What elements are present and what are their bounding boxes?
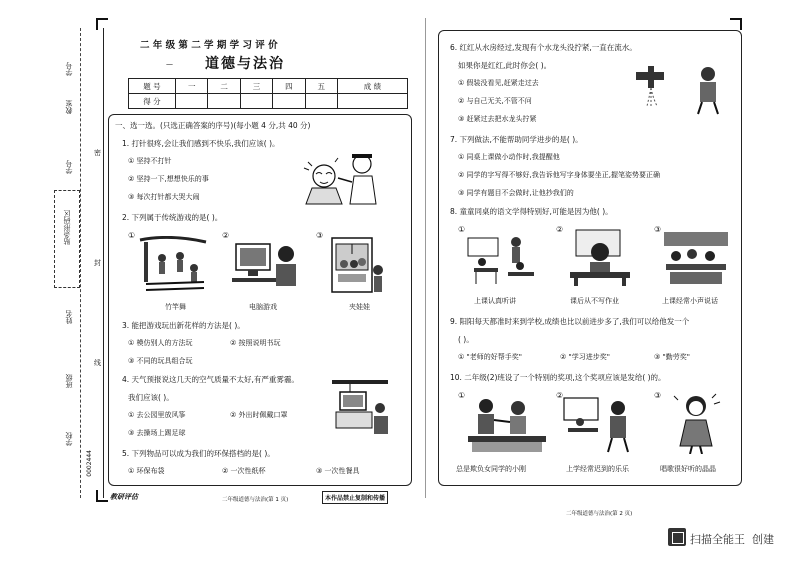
- binding-label-5: 班级: [65, 374, 73, 388]
- question-9: 9. 阳阳每天都准时来到学校,成绩也比以前进步多了,我们可以给他发一个: [450, 317, 690, 326]
- q4-option-3[interactable]: ③ 去操场上踢足球: [128, 429, 186, 437]
- q3-option-2[interactable]: ② 按照说明书玩: [230, 339, 281, 347]
- seal-char-2: 封: [94, 259, 101, 267]
- q4-option-1[interactable]: ① 去公园里放风筝: [128, 411, 186, 419]
- q1-option-3[interactable]: ③ 每次打针都大哭大闹: [128, 193, 200, 201]
- bamboo-dance-illustration: [138, 236, 208, 294]
- question-9-line2: ( )。: [458, 335, 474, 344]
- question-4-line2: 我们应该( )。: [128, 393, 174, 402]
- seal-char-1: 密: [94, 149, 101, 157]
- q10-caption-2: 上学经常迟到的乐乐: [566, 465, 629, 473]
- q10-caption-3: 唱歌很好听的晶晶: [660, 465, 716, 473]
- q2-option-num-1[interactable]: ①: [128, 231, 136, 240]
- question-7: 7. 下列做法,不能帮助同学进步的是( )。: [450, 135, 583, 144]
- q7-option-1[interactable]: ① 同桌上课做小动作时,我提醒他: [458, 153, 560, 161]
- q5-option-1[interactable]: ① 环保布袋: [128, 467, 165, 475]
- score-cell: [240, 94, 272, 109]
- q1-option-2[interactable]: ② 坚持一下,想想快乐的事: [128, 175, 209, 183]
- score-header-7: 成 绩: [337, 79, 407, 94]
- q3-option-1[interactable]: ① 模仿别人的方法玩: [128, 339, 193, 347]
- seal-char-3: 线: [94, 359, 101, 367]
- score-row-label: 得 分: [129, 94, 176, 109]
- q8-option-num-2[interactable]: ②: [556, 225, 564, 234]
- q10-option-num-1[interactable]: ①: [458, 391, 466, 400]
- footer-page-2: 二年级道德与法治(第 2 页): [566, 511, 633, 517]
- question-4: 4. 天气预报说这几天的空气质量不太好,有严重雾霾。: [122, 375, 299, 384]
- binding-label-2: 教室: [65, 100, 73, 114]
- question-3: 3. 能把游戏玩出新花样的方法是( )。: [122, 321, 245, 330]
- q9-option-2[interactable]: ② "学习进步奖": [560, 353, 610, 361]
- singing-girl-illustration: [672, 392, 722, 454]
- q1-option-1[interactable]: ① 坚持不打针: [128, 157, 172, 165]
- q2-caption-2: 电脑游戏: [249, 303, 277, 311]
- student-at-desk-illustration: [568, 228, 632, 286]
- question-6-line2: 如果你是红红,此时你会( )。: [458, 61, 552, 70]
- score-header-1: 题 号: [129, 79, 176, 94]
- q9-option-1[interactable]: ① "老师的好帮手奖": [458, 353, 522, 361]
- scanner-logo-icon: [668, 528, 686, 546]
- subject-title: 道德与法治: [205, 56, 285, 72]
- score-header-3: 二: [208, 79, 240, 94]
- q8-caption-3: 上课经常小声说话: [662, 297, 718, 305]
- crying-child-injection-illustration: [294, 148, 386, 206]
- q7-option-2[interactable]: ② 同学的字写得不够好,我告诉他写字身体要坐正,握笔姿势要正确: [458, 171, 660, 179]
- q6-option-3[interactable]: ③ 赶紧过去把水龙头拧紧: [458, 115, 537, 123]
- binding-line-left: [80, 28, 81, 498]
- score-cell: [305, 94, 337, 109]
- binding-code: 0002444: [86, 450, 93, 477]
- binding-label-4: 姓名: [65, 310, 73, 324]
- q6-option-2[interactable]: ② 与自己无关,不管不问: [458, 97, 532, 105]
- question-6: 6. 红红从水房经过,发现有个水龙头没拧紧,一直在流水。: [450, 43, 637, 52]
- tv-weather-forecast-illustration: [330, 378, 390, 436]
- page-divider: [425, 18, 426, 498]
- late-student-illustration: [562, 394, 638, 454]
- binding-label-1: 学号: [65, 62, 73, 76]
- registration-mark-top-left: [96, 18, 108, 30]
- section-one-title: 一、选一选。(只选正确答案的序号)(每小题 4 分,共 40 分): [115, 121, 311, 130]
- question-5: 5. 下列物品可以成为我们的环保搭档的是( )。: [122, 449, 275, 458]
- question-10: 10. 二年级(2)班设了一个特别的奖项,这个奖项应该是发给( )的。: [450, 373, 666, 382]
- score-cell: [273, 94, 305, 109]
- q8-caption-2: 课后从不写作业: [570, 297, 619, 305]
- q5-option-2[interactable]: ② 一次性纸杯: [222, 467, 266, 475]
- footer-copy-notice: 本作品禁止复制和传播: [322, 491, 388, 504]
- score-cell: [337, 94, 407, 109]
- binding-dash: —: [166, 60, 173, 68]
- question-1: 1. 打针很疼,会让我们感到不快乐,我们应该( )。: [122, 139, 280, 148]
- score-header-5: 四: [273, 79, 305, 94]
- attentive-student-illustration: [466, 232, 542, 286]
- q8-option-num-1[interactable]: ①: [458, 225, 466, 234]
- question-2: 2. 下列属于传统游戏的是( )。: [122, 213, 223, 222]
- q10-option-num-3[interactable]: ③: [654, 391, 662, 400]
- q2-caption-1: 竹竿舞: [165, 303, 186, 311]
- score-table: [128, 78, 408, 109]
- q5-option-3[interactable]: ③ 一次性餐具: [316, 467, 360, 475]
- registration-mark-bottom-left: [96, 490, 108, 502]
- score-header-6: 五: [305, 79, 337, 94]
- classroom-whispering-illustration: [662, 230, 730, 286]
- q2-option-num-2[interactable]: ②: [222, 231, 230, 240]
- q2-option-num-3[interactable]: ③: [316, 231, 324, 240]
- footer-sign: 教研评估: [110, 493, 138, 501]
- q8-caption-1: 上课认真听讲: [474, 297, 516, 305]
- binding-line-right: [103, 28, 104, 498]
- question-8: 8. 童童同桌的语文学得特别好,可能是因为他( )。: [450, 207, 613, 216]
- q9-option-3[interactable]: ③ "勤劳奖": [654, 353, 690, 361]
- score-header-4: 三: [240, 79, 272, 94]
- q2-caption-3: 夹娃娃: [349, 303, 370, 311]
- q10-option-num-2[interactable]: ②: [556, 391, 564, 400]
- q10-caption-1: 总是欺负女同学的小刚: [456, 465, 526, 473]
- scanner-created-label: 创建: [752, 533, 774, 546]
- binding-label-6: 学校: [65, 432, 73, 446]
- score-header-2: 一: [176, 79, 208, 94]
- registration-mark-top-right: [730, 18, 742, 30]
- score-cell: [176, 94, 208, 109]
- barcode-box-label: 贴条形码区: [63, 210, 71, 245]
- computer-game-illustration: [230, 238, 300, 294]
- binding-label-3: 学号: [65, 160, 73, 174]
- claw-machine-illustration: [326, 236, 386, 294]
- score-cell: [208, 94, 240, 109]
- exam-title: 二 年 级 第 二 学 期 学 习 评 价: [140, 40, 278, 51]
- q7-option-3[interactable]: ③ 同学有题目不会做时,让他抄我们的: [458, 189, 574, 197]
- q3-option-3[interactable]: ③ 不同的玩具组合玩: [128, 357, 193, 365]
- q6-option-1[interactable]: ① 假装没看见,赶紧走过去: [458, 79, 539, 87]
- footer-page-1: 二年级道德与法治(第 1 页): [222, 497, 289, 503]
- scanner-app-name: 扫描全能王: [690, 533, 745, 546]
- bullying-boy-illustration: [466, 394, 548, 454]
- q4-option-2[interactable]: ② 外出时佩戴口罩: [230, 411, 288, 419]
- running-faucet-illustration: [630, 62, 726, 116]
- q8-option-num-3[interactable]: ③: [654, 225, 662, 234]
